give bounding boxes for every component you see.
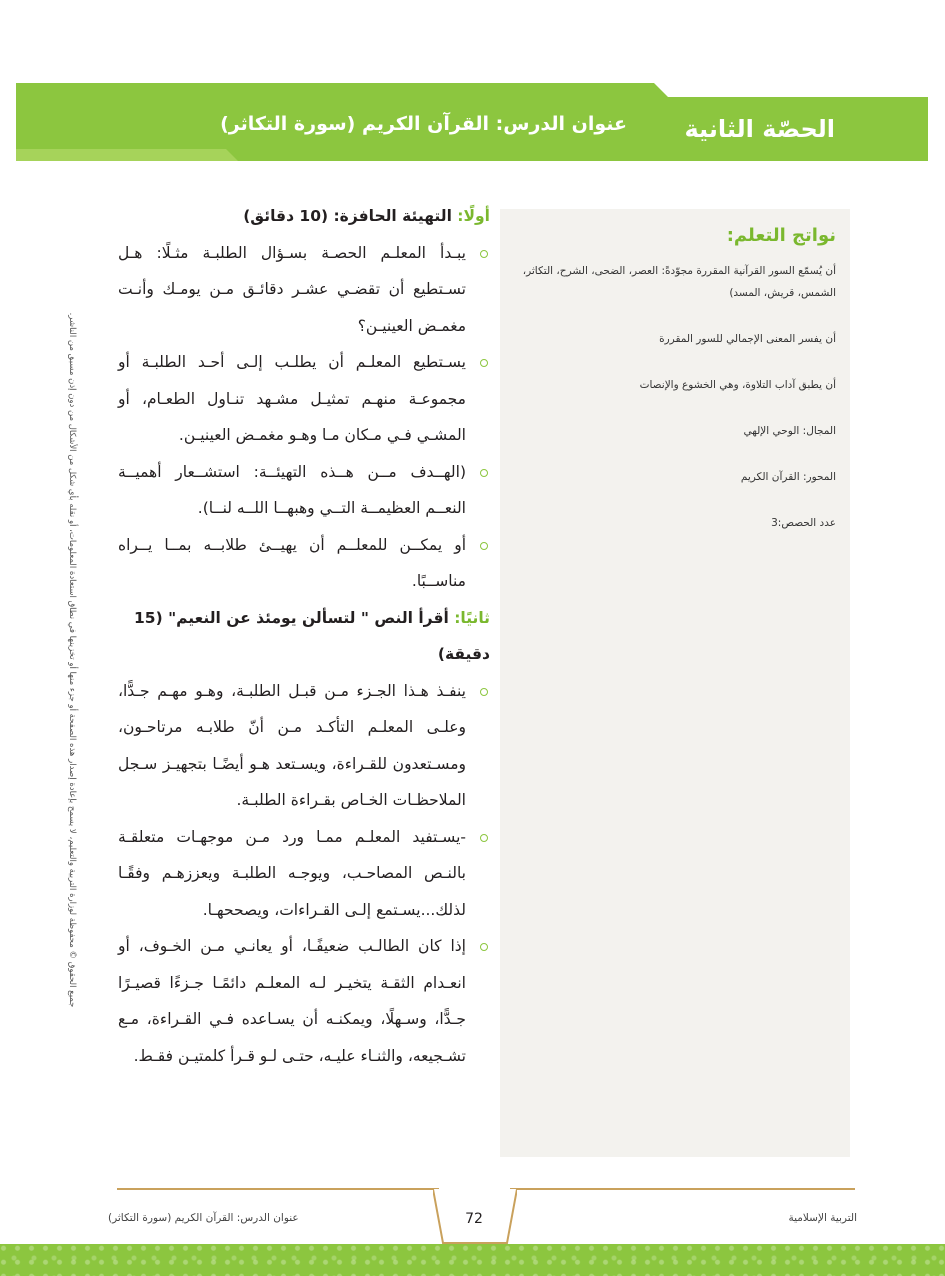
list-item: يبـدأ المعلـم الحصـة بسـؤال الطلبـة مثـلًا: هـل تسـتطيع أن تقضـي عشـر دقائـق مـن يومـك وأنـت مغمـض العينيـن؟ bbox=[118, 235, 490, 345]
footer-rule-left bbox=[117, 1188, 439, 1190]
list-item: يسـتطيع المعلـم أن يطلـب إلـى أحـد الطلبـة أو مجموعـة منهـم تمثيـل مشـهد تنـاول الطعـام، أو المشـي فـي مـكان مـا وهـو مغمـض العينيـن. bbox=[118, 344, 490, 454]
footer-lesson-title: عنوان الدرس: القرآن الكريم (سورة التكاثر) bbox=[108, 1212, 299, 1224]
outcomes-title: نواتج التعلم: bbox=[726, 225, 836, 246]
section-tag: أولًا: bbox=[457, 207, 490, 225]
copyright-text: جميع الحقوق © محفوظة لوزارة التربية والتعليم، لا يسمح بإعادة إصدار هذه الصفحة أو جزء منها أو تخزينها في نطاق استعادة المعلومات، أو نقله بأي شكل من الأشكال من دون إذن مسبق من الناشر. bbox=[67, 312, 77, 1008]
page-number: 72 bbox=[465, 1211, 483, 1227]
list-item: -يسـتفيد المعلـم ممـا ورد مـن موجهـات متعلقـة بالنـص المصاحـب، ويوجـه الطلبـة ويعززهـم وفقًـا لذلك...يسـتمع إلـى القـراءات، ويصححهـا. bbox=[118, 819, 490, 929]
list-item: أو يمكــن للمعلــم أن يهيــئ طلابــه بمــا يــراه مناســبًا. bbox=[118, 527, 490, 600]
footer-rule-right bbox=[510, 1188, 855, 1190]
list-item: (الهــدف مــن هــذه التهيئــة: استشــعار أهميــة النعــم العظيمــة التــي وهبهــا اللــه لنــا). bbox=[118, 454, 490, 527]
warmup-list bbox=[118, 235, 490, 600]
learning-outcomes-panel bbox=[500, 209, 850, 1157]
footer-pattern-strip bbox=[0, 1244, 945, 1276]
list-item: إذا كان الطالـب ضعيفًـا، أو يعانـي مـن الخـوف، أو انعـدام الثقـة يتخيـر لـه المعلـم دائمًـا جـزءًا قصيـرًا جـدًّا، وسـهلًا، ويمكنـه أن يسـاعده فـي القـراءة، مـع تشـجيعه، والثنـاء عليـه، حتـى لـو قـرأ كلمتيـن فقـط. bbox=[118, 928, 490, 1074]
outcome-item: المحور: القرآن الكريم bbox=[740, 471, 836, 483]
outcome-item: أن يفسر المعنى الإجمالي للسور المقررة bbox=[659, 333, 836, 345]
lesson-title: عنوان الدرس: القرآن الكريم (سورة التكاثر) bbox=[220, 113, 627, 135]
lesson-number-title: الحصّة الثانية bbox=[684, 115, 835, 143]
outcome-item: أن يطبق آداب التلاوة، وهي الخشوع والإنصات bbox=[639, 379, 836, 391]
lesson-content bbox=[118, 198, 490, 1074]
section-title: أقرأ النص " لتسألن يومئذ عن النعيم" (15 دقيقة) bbox=[134, 608, 490, 663]
section-tag: ثانيًا: bbox=[454, 608, 490, 627]
outcome-item: أن يُسمّع السور القرآنية المقررة مجوّدةً: العصر، الضحى، الشرح، التكاثر، الشمس، قريش، المسد) bbox=[522, 265, 836, 299]
banner-bottom-stripe bbox=[16, 149, 226, 161]
list-item: ينفـذ هـذا الجـزء مـن قبـل الطلبـة، وهـو مهـم جـدًّا، وعلـى المعلـم التأكـد مـن أنّ طلابـه مرتاحـون، ومسـتعدون للقـراءة، ويسـتعد هـو أيضًـا بتجهيـز سـجل الملاحظـات الخـاص بقـراءة الطلبـة. bbox=[118, 673, 490, 819]
section-heading-reading bbox=[118, 600, 490, 673]
copyright-side-note bbox=[60, 300, 84, 1020]
section-heading-warmup bbox=[118, 198, 490, 235]
banner-notch bbox=[668, 83, 928, 97]
footer-subject: التربية الإسلامية bbox=[788, 1212, 857, 1224]
outcome-item: المجال: الوحي الإلهي bbox=[743, 425, 836, 437]
section-title: التهيئة الحافزة: (10 دقائق) bbox=[243, 207, 458, 225]
outcome-item: عدد الحصص:3 bbox=[771, 517, 836, 529]
reading-list bbox=[118, 673, 490, 1075]
